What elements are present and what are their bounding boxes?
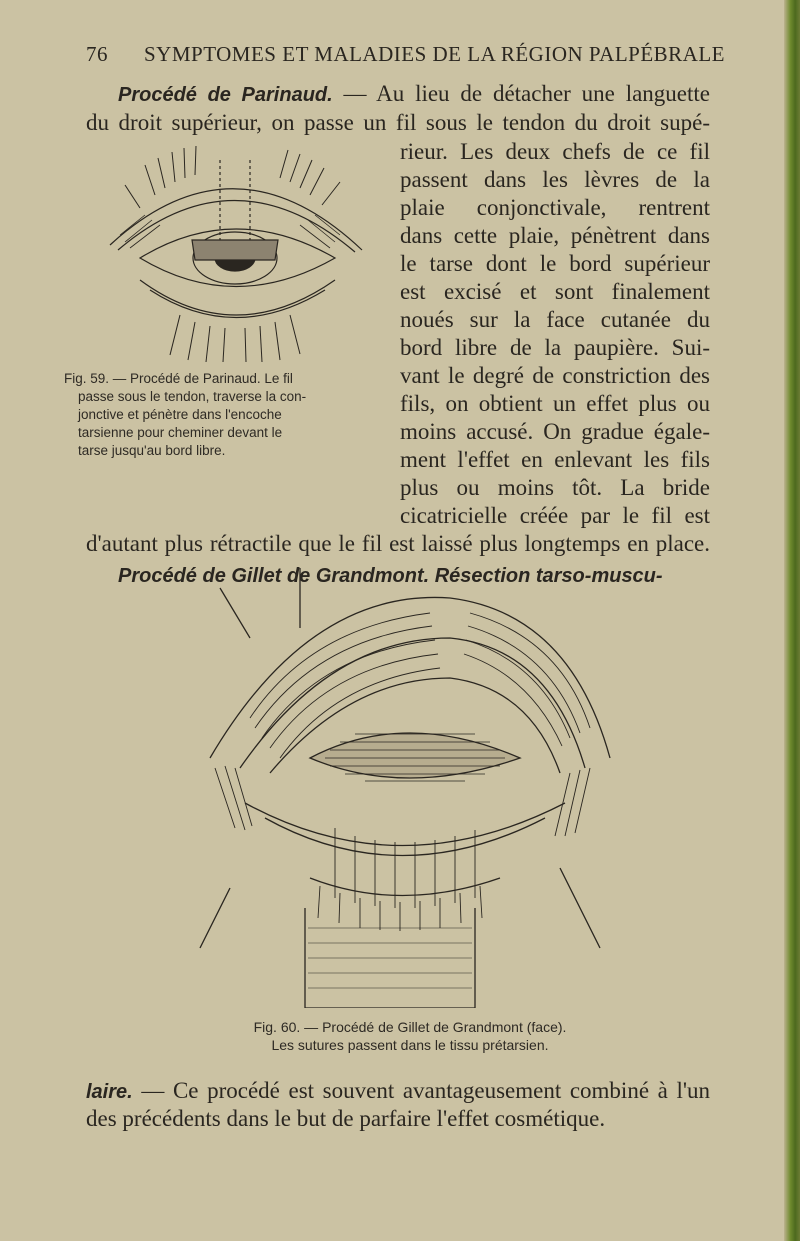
wrap-line: fils, on obtient un effet plus ou bbox=[400, 391, 710, 416]
body-line-1 bbox=[118, 80, 710, 109]
running-header bbox=[86, 42, 725, 72]
wrap-line: plaie conjonctivale, rentrent bbox=[400, 195, 710, 220]
body-line-2: du droit supérieur, on passe un fil sous le tendon du droit supé- bbox=[86, 110, 710, 135]
wrap-line: rieur. Les deux chefs de ce fil bbox=[400, 139, 710, 164]
fig59-caption-line: tarsienne pour cheminer devant le bbox=[78, 425, 283, 440]
wrap-line: le tarse dont le bord supérieur bbox=[400, 251, 710, 276]
body-line-1-rest: — Au lieu de détacher une languette bbox=[343, 81, 711, 106]
fig60-caption-line-1: Fig. 60. — Procédé de Gillet de Grandmont (face). bbox=[253, 1019, 567, 1035]
wrap-line: moins accusé. On gradue égale- bbox=[400, 419, 710, 444]
figure-59-caption bbox=[64, 370, 344, 460]
fig60-caption-line-2: Les sutures passent dans le tissu prétarsien. bbox=[271, 1037, 549, 1053]
fig59-caption-line: Fig. 59. — Procédé de Parinaud. Le fil bbox=[64, 371, 293, 386]
wrap-line: noués sur la face cutanée du bbox=[400, 307, 710, 332]
body-line-full: d'autant plus rétractile que le fil est laissé plus longtemps en place. bbox=[86, 531, 710, 556]
end-line-1-rest: — Ce procédé est souvent avantageusement combiné à l'un bbox=[141, 1078, 711, 1103]
wrap-line: vant le degré de constriction des bbox=[400, 363, 710, 388]
fig59-caption-line: tarse jusqu'au bord libre. bbox=[78, 443, 226, 458]
figure-60-illustration bbox=[190, 568, 630, 1008]
figure-59-illustration bbox=[100, 140, 370, 365]
wrap-line: plus ou moins tôt. La bride bbox=[400, 475, 710, 500]
gillet-heading-text: Procédé de Gillet de Grandmont. Résection tarso-muscu- bbox=[118, 565, 663, 587]
wrap-line: est excisé et sont finalement bbox=[400, 279, 710, 304]
wrap-line: passent dans les lèvres de la bbox=[400, 167, 710, 192]
laire-heading: laire. bbox=[86, 1081, 133, 1103]
fig59-caption-line: jonctive et pénètre dans l'encoche bbox=[78, 407, 282, 422]
page-edge bbox=[784, 0, 800, 1241]
page-number: 76 bbox=[86, 42, 108, 66]
wrap-line: dans cette plaie, pénètrent dans bbox=[400, 223, 710, 248]
running-title: SYMPTOMES ET MALADIES DE LA RÉGION PALPÉBRALE bbox=[144, 42, 725, 66]
end-line-1 bbox=[86, 1077, 710, 1106]
figure-60-caption bbox=[0, 1018, 800, 1054]
wrap-line: cicatricielle créée par le fil est bbox=[400, 503, 710, 528]
wrap-line: bord libre de la paupière. Sui- bbox=[400, 335, 710, 360]
end-line-2: des précédents dans le but de parfaire l'effet cosmétique. bbox=[86, 1106, 606, 1131]
fig59-caption-line: passe sous le tendon, traverse la con- bbox=[78, 389, 307, 404]
parinaud-heading: Procédé de Parinaud. bbox=[118, 84, 333, 106]
wrap-line: ment l'effet en enlevant les fils bbox=[400, 447, 710, 472]
